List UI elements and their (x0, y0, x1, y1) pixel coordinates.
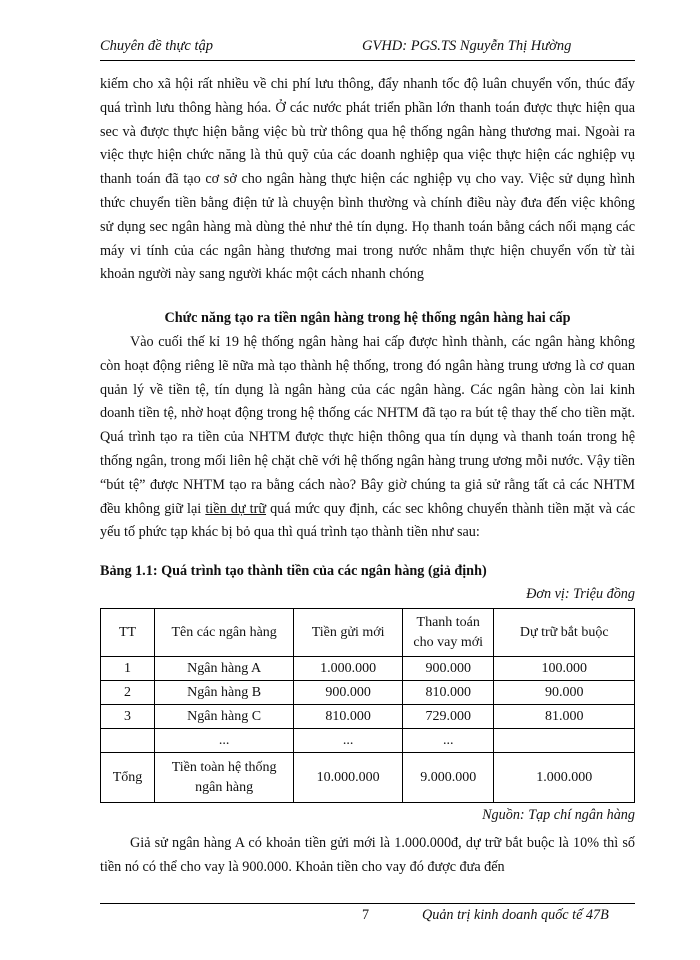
table-cell: ... (403, 729, 494, 753)
table-cell: ... (155, 729, 294, 753)
table-cell: Tiền toàn hệ thống ngân hàng (155, 753, 294, 803)
table-cell: 100.000 (494, 657, 635, 681)
table-row (101, 657, 635, 681)
header-cell: Thanh toán cho vay mới (403, 609, 494, 657)
table-cell: 900.000 (403, 657, 494, 681)
table-row (101, 681, 635, 705)
table-header-row (101, 609, 635, 657)
reserve-link[interactable]: tiền dự trữ (205, 500, 267, 517)
header-cell: Tiền gửi mới (294, 609, 403, 657)
table-cell: 729.000 (403, 705, 494, 729)
table-cell: 3 (101, 705, 155, 729)
table-cell: 1.000.000 (294, 657, 403, 681)
table-cell: 9.000.000 (403, 753, 494, 803)
section-heading: Chức năng tạo ra tiền ngân hàng trong hệ thống ngân hàng hai cấp (164, 310, 571, 326)
paragraph-money-creation-start: Vào cuối thế kỉ 19 hệ thống ngân hàng hai cấp được hình thành, các ngân hàng không còn hoạt động riêng lẽ nữa mà tạo thành hệ thống, trong đó ngân hàng trung ương là cơ quan quản lý về tiền tệ, tín dụng là ngân hàng của các ngân hàng. Các ngân hàng còn lai kinh doanh tiền tệ, nhờ hoạt động trong hệ thống các NHTM đã tạo ra bút tệ thay thế cho tiền mặt. Quá trình tạo ra tiền của NHTM được thực hiện thông qua tín dụng và thanh toán trong hệ thống ngân, trong mối liên hệ chặt chẽ với hệ thống ngân hàng trung ương mỗi nước. Vậy tiền “bút tệ” được NHTM tạo ra bằng cách nào? Bây giờ chúng ta giả sử rằng tất cả các NHTM đều không giữ lại (100, 334, 635, 517)
table-row (101, 729, 635, 753)
header-cell: Dự trữ bắt buộc (494, 609, 635, 657)
page-number: 7 (362, 907, 370, 923)
money-creation-table (100, 608, 635, 803)
table-total-row (101, 753, 635, 803)
paragraph-money-creation-end: quá mức quy định, các sec không chuyển thành tiền mặt và các yếu tố phức tạp khác bị bỏ qua thì quá trình tạo thành tiền như sau: (100, 500, 635, 541)
table-cell: 810.000 (403, 681, 494, 705)
table-cell: 810.000 (294, 705, 403, 729)
table-cell (494, 729, 635, 753)
page-footer (100, 903, 635, 928)
table-cell: Tổng (101, 753, 155, 803)
table-cell: ... (294, 729, 403, 753)
table-caption: Bảng 1.1: Quá trình tạo thành tiền của các ngân hàng (giả định) (100, 563, 487, 579)
header-cell: TT (101, 609, 155, 657)
table-source: Nguồn: Tạp chí ngân hàng (482, 807, 635, 823)
table-cell: 900.000 (294, 681, 403, 705)
table-cell: Ngân hàng A (155, 657, 294, 681)
footer-course: Quản trị kinh doanh quốc tế 47B (422, 907, 609, 923)
table-unit: Đơn vị: Triệu đồng (526, 586, 635, 602)
page-header (100, 38, 635, 61)
table-cell: 2 (101, 681, 155, 705)
table-cell: 1 (101, 657, 155, 681)
table-cell: 90.000 (494, 681, 635, 705)
table-cell (101, 729, 155, 753)
table-row (101, 705, 635, 729)
paragraph-payment: kiếm cho xã hội rất nhiều về chi phí lưu thông, đẩy nhanh tốc độ luân chuyển vốn, thúc đẩy quá trình lưu thông hàng hóa. Ở các nước phát triển phần lớn thanh toán được thực hiện qua sec và được thực hiện bằng việc bù trừ thông qua hệ thống ngân hàng thương mai. Ngoài ra việc thực hiện chức năng là thủ quỹ của các doanh nghiệp qua việc thực hiện các nghiệp vụ thanh toán đã tạo cơ sở cho ngân hàng thực hiện các nghiệp vụ cho vay. Việc sử dụng hình thức chuyển tiền bằng điện tử là chuyện bình thường và chính điều này đưa đến việc không sử dụng sec ngân hàng mà dùng thẻ như thẻ tín dụng. Họ thanh toán bằng cách nối mạng các máy vi tính của các ngân hàng thương mai trong nước nhằm thực hiện chuyển vốn từ tài khoản người này sang người khác một cách nhanh chóng (100, 76, 635, 283)
header-advisor: GVHD: PGS.TS Nguyễn Thị Hường (362, 38, 572, 54)
table-cell: 1.000.000 (494, 753, 635, 803)
header-cell: Tên các ngân hàng (155, 609, 294, 657)
paragraph-money-creation (100, 331, 635, 545)
table-cell: 10.000.000 (294, 753, 403, 803)
header-title: Chuyên đề thực tập (100, 38, 214, 54)
table-cell: Ngân hàng C (155, 705, 294, 729)
paragraph-example: Giả sử ngân hàng A có khoản tiền gửi mới là 1.000.000đ, dự trữ bắt buộc là 10% thì số tiền nó có thể cho vay là 900.000. Khoản tiền cho vay đó được đưa đến (100, 835, 635, 875)
table-cell: 81.000 (494, 705, 635, 729)
table-cell: Ngân hàng B (155, 681, 294, 705)
